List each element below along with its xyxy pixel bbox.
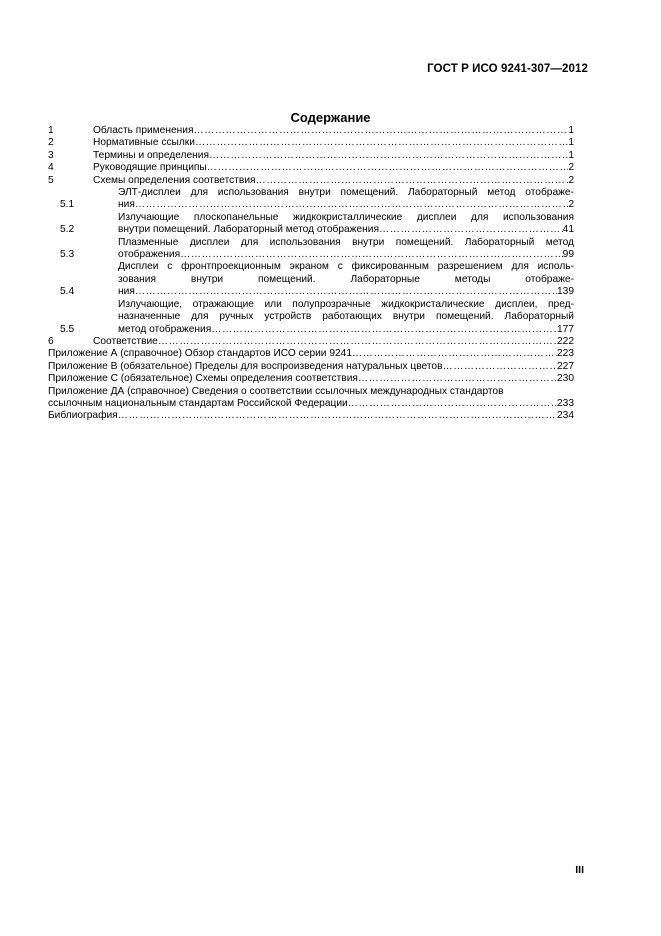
toc-title: Приложение С (обязательное) Схемы определения соответствия (48, 373, 358, 385)
toc-entry-4[interactable] (48, 162, 574, 174)
document-code: ГОСТ Р ИСО 9241-307—2012 (427, 63, 588, 75)
toc-title: Руководящие принципы (93, 162, 207, 174)
toc-title-line: отображения (118, 249, 181, 261)
toc-entry-5[interactable] (48, 175, 574, 187)
leader-dots (348, 398, 557, 410)
toc-title-line: внутри помещений. Лабораторный метод отображения (118, 224, 379, 236)
toc-title-line: ЭЛТ-дисплеи для использования внутри помещений. Лабораторный метод отображе- (118, 187, 574, 199)
toc-page: 223 (557, 348, 574, 360)
toc-page: 99 (562, 249, 574, 261)
toc-page: 177 (557, 323, 574, 335)
toc-number: 6 (48, 335, 54, 347)
leader-dots (352, 348, 557, 360)
toc-appendix-a[interactable] (48, 348, 574, 360)
toc-entry-6[interactable] (48, 336, 574, 348)
leader-dots (379, 224, 563, 236)
toc-title-line: ния (118, 286, 135, 298)
toc-entry-2[interactable] (48, 137, 574, 149)
page-number: III (575, 864, 584, 876)
toc-page: 234 (557, 410, 574, 422)
toc-page: 1 (568, 149, 574, 161)
leader-dots (358, 373, 557, 385)
toc-number: 4 (48, 162, 54, 174)
toc-entry-5-3[interactable] (48, 237, 574, 262)
toc-appendix-da[interactable] (48, 386, 574, 411)
toc-number: 5.4 (60, 286, 75, 298)
toc-number: 5.3 (60, 249, 75, 261)
toc-title: Область применения (93, 125, 194, 136)
toc-title: Термины и определения (93, 149, 209, 161)
toc-title-line: назначенные для ручных устройств работающих внутри помещений. Лабораторный (118, 311, 574, 323)
toc-entry-5-2[interactable] (48, 212, 574, 237)
leader-dots (158, 336, 557, 348)
toc-entry-5-5[interactable] (48, 299, 574, 336)
toc-page: 1 (568, 137, 574, 149)
toc-page: 2 (568, 174, 574, 186)
toc-title: Приложение А (справочное) Обзор стандартов ИСО серии 9241 (48, 348, 352, 360)
toc-page: 227 (557, 360, 574, 372)
toc-appendix-c[interactable] (48, 373, 574, 385)
leader-dots (135, 286, 557, 298)
toc-title-line: Плазменные дисплеи для использования внутри помещений. Лабораторный метод (118, 236, 574, 248)
page-title: Содержание (290, 110, 371, 125)
toc-number: 1 (48, 125, 54, 136)
toc-page: 222 (557, 335, 574, 347)
toc-number: 5.5 (60, 323, 75, 335)
toc-page: 2 (568, 162, 574, 174)
leader-dots (443, 361, 557, 373)
toc-page: 2 (568, 199, 574, 211)
toc-page: 41 (562, 224, 574, 236)
toc-number: 5 (48, 174, 54, 186)
toc-title-line: Приложение ДА (справочное) Сведения о соответствии ссылочных международных стандартов (48, 385, 504, 397)
toc-title-line: ния (118, 199, 135, 211)
leader-dots (180, 249, 563, 261)
table-of-contents (48, 125, 574, 423)
toc-number: 2 (48, 137, 54, 149)
leader-dots (256, 175, 569, 187)
toc-title-line: ссылочным национальным стандартам Российской Федерации (48, 397, 348, 409)
toc-title: Библиография (48, 410, 118, 422)
toc-number: 3 (48, 149, 54, 161)
leader-dots (193, 125, 568, 137)
toc-title-line: метод отображения (118, 323, 212, 335)
toc-appendix-b[interactable] (48, 361, 574, 373)
toc-title-line: зования внутри помещений. Лабораторные методы отображе- (118, 273, 574, 285)
toc-title: Схемы определения соответствия (93, 174, 256, 186)
toc-title: Соответствие (93, 335, 158, 347)
toc-title-line: Излучающие плоскопанельные жидкокристаллические дисплеи для использования (118, 211, 574, 223)
toc-entry-1[interactable] (48, 125, 574, 137)
toc-page: 230 (557, 373, 574, 385)
leader-dots (207, 162, 569, 174)
toc-title-line: Излучающие, отражающие или полупрозрачные жидкокристалические дисплеи, пред- (118, 298, 574, 310)
toc-page: 1 (568, 125, 574, 136)
leader-dots (135, 199, 568, 211)
toc-page: 139 (557, 286, 574, 298)
leader-dots (118, 410, 557, 422)
leader-dots (195, 137, 568, 149)
toc-entry-3[interactable] (48, 150, 574, 162)
toc-bibliography[interactable] (48, 410, 574, 422)
leader-dots (209, 150, 568, 162)
toc-title-line: Дисплеи с фронтпроекционным экраном с фиксированным разрешением для исполь- (118, 261, 574, 273)
toc-entry-5-4[interactable] (48, 261, 574, 298)
leader-dots (211, 324, 557, 336)
toc-title: Приложение В (обязательное) Пределы для воспроизведения натуральных цветов (48, 360, 443, 372)
toc-page: 233 (557, 397, 574, 409)
toc-number: 5.1 (60, 199, 75, 211)
toc-entry-5-1[interactable] (48, 187, 574, 212)
toc-title: Нормативные ссылки (93, 137, 195, 149)
toc-number: 5.2 (60, 224, 75, 236)
